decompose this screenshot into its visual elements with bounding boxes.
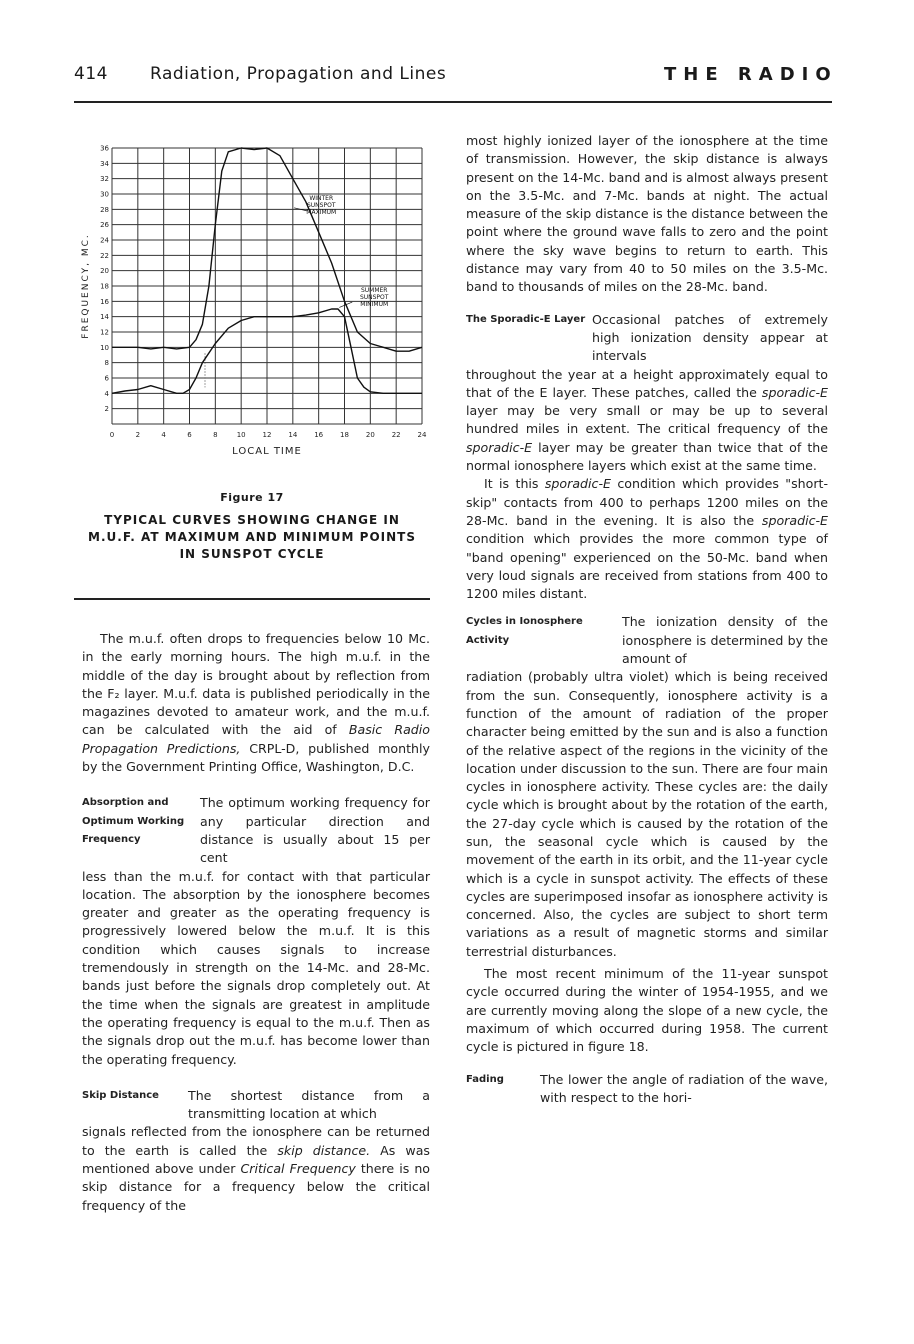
muf-paragraph: The m.u.f. often drops to frequencies below 10 Mc. in the early morning hours. The high m.u.f. in the middle of the day is brought about by reflection from the F₂ layer. M.u.f. data is published periodically in the magazines devoted to amateur work, and the m.u.f. can be calculated with the aid of Basic Radio Propagation Predictions, CRPL-D, published monthly by the Government Printing Office, Washington, D.C. xyxy=(82,631,430,775)
summer-minimum-annotation: SUNSPOT xyxy=(359,294,389,302)
x-tick-label: 10 xyxy=(236,431,246,439)
y-tick-label: 10 xyxy=(100,343,109,352)
sporadic-heading: The Sporadic-E Layer xyxy=(466,313,586,325)
fading-intro: The lower the angle of radiation of the wave, with respect to the hori- xyxy=(540,1071,828,1105)
cycles-intro: The ionization density of the ionosphere is determined by the amount of xyxy=(622,614,828,667)
left-column xyxy=(82,630,430,1215)
x-tick-label: 12 xyxy=(262,431,272,439)
sporadic-body: throughout the year at a height approximately equal to that of the E layer. These patches, called the sporadic-E layer may be very small or may be up to several hundred miles in extent. The critical frequency of the sporadic-E layer may be greater than twice that of the normal ionosphere layers which exist at the same time. xyxy=(466,366,828,474)
y-tick-label: 8 xyxy=(104,359,109,368)
figure-rule xyxy=(74,598,430,600)
y-tick-label: 4 xyxy=(104,389,109,398)
skip-body: signals reflected from the ionosphere can be returned to the earth is called the skip distance. As was mentioned above under Critical Frequency there is no skip distance for a frequency below the critical frequency of the xyxy=(82,1124,431,1213)
y-tick-label: 14 xyxy=(100,313,109,322)
running-title: Radiation, Propagation and Lines xyxy=(150,64,447,84)
y-tick-label: 34 xyxy=(100,159,109,168)
y-tick-label: 12 xyxy=(100,328,109,337)
sunspot-paragraph: The most recent minimum of the 11-year sunspot cycle occurred during the winter of 1954-1955, and we are currently moving along the slope of a new cycle, the maximum of which occurred during 1958. The current cycle is pictured in figure 18. xyxy=(466,966,828,1055)
y-tick-label: 22 xyxy=(100,251,109,260)
short-skip-paragraph: It is this sporadic-E condition which provides "short-skip" contacts from 400 to perhaps 1200 miles on the 28-Mc. band in the evening. It is also the sporadic-E condition which provides the more common type of "band opening" experienced on the 50-Mc. band when very loud signals are received from stations from 400 to 1200 miles distant. xyxy=(466,476,828,602)
winter-maximum-annotation: SUNSPOT xyxy=(306,202,336,210)
header-rule xyxy=(74,101,832,103)
summer-minimum-annotation: MINIMUM xyxy=(360,301,389,309)
page-number: 414 xyxy=(74,64,108,84)
y-tick-label: 6 xyxy=(104,374,109,383)
book-title: THE RADIO xyxy=(664,64,838,85)
y-tick-label: 16 xyxy=(100,297,109,306)
cycles-heading: Cycles in Ionosphere Activity xyxy=(466,616,583,646)
x-tick-label: 0 xyxy=(109,431,115,439)
x-tick-label: 18 xyxy=(340,431,349,439)
x-tick-label: 4 xyxy=(161,431,166,439)
y-tick-label: 30 xyxy=(100,190,109,199)
absorption-intro: The optimum working frequency for any particular direction and distance is usually about 15 per cent xyxy=(200,795,430,866)
x-tick-label: 2 xyxy=(135,431,141,439)
cycles-section xyxy=(466,613,828,668)
skip-continued: most highly ionized layer of the ionosphere at the time of transmission. However, the skip distance is always present on the 14-Mc. band and is almost always present on the 3.5-Mc. and 7-Mc. bands at night. The actual measure of the skip distance is the distance between the point where the ground wave falls to zero and the point where the sky wave begins to return to earth. This distance may vary from 40 to 50 miles on the 3.5-Mc. band to thousands of miles on the 28-Mc. band. xyxy=(466,133,828,295)
x-tick-label: 8 xyxy=(213,431,218,439)
x-tick-label: 16 xyxy=(314,431,324,439)
winter-maximum-annotation: WINTER xyxy=(309,195,334,203)
y-tick-label: 20 xyxy=(100,267,109,276)
x-tick-label: 22 xyxy=(391,431,401,439)
skip-section xyxy=(82,1087,430,1124)
cycles-body: radiation (probably ultra violet) which is being received from the sun. Consequently, ionosphere activity is a function of the amount of radiation of the proper character being emitted by the sun and is also a function of the relative aspect of the regions in the vicinity of the location under discussion to the sun. There are four main cycles in ionosphere activity. These cycles are: the daily cycle which is brought about by the rotation of the earth, the 27-day cycle which is caused by the rotation of the sun, the seasonal cycle which is caused by the movement of the earth in its orbit, and the 11-year cycle which is a cycle in sunspot activity. The effects of these cycles are superimposed insofar as ionosphere activity is concerned. Also, the cycles are subject to short term variations as a result of magnetic storms and similar terrestrial disturbances. xyxy=(466,669,828,959)
figure-label: Figure 17 xyxy=(220,491,284,504)
muf-chart xyxy=(72,138,432,478)
skip-heading: Skip Distance xyxy=(82,1089,159,1101)
y-tick-label: 24 xyxy=(100,236,109,245)
absorption-body: less than the m.u.f. for contact with that particular location. The absorption by the ionosphere becomes greater and greater as the operating frequency is progressively lowered below the m.u.f. It is this condition which causes signals to increase tremendously in strength on the 14-Mc. and 28-Mc. bands just before the signals drop completely out. At the time when the signals are greatest in amplitude the operating frequency is equal to the m.u.f. Then as the signals drop out the m.u.f. has become lower than the operating frequency. xyxy=(82,868,430,1067)
fading-section xyxy=(466,1071,828,1108)
sporadic-intro: Occasional patches of extremely high ionization density appear at intervals xyxy=(592,311,828,364)
y-tick-label: 36 xyxy=(100,144,109,153)
x-tick-label: 20 xyxy=(365,431,375,439)
y-tick-label: 28 xyxy=(100,205,109,214)
y-tick-label: 18 xyxy=(100,282,109,291)
winter-maximum-annotation: MAXIMUM xyxy=(306,209,337,217)
right-column xyxy=(466,132,828,1107)
y-tick-label: 32 xyxy=(100,175,109,184)
x-axis-label: LOCAL TIME xyxy=(232,446,302,457)
skip-intro: The shortest distance from a transmitting location at which xyxy=(188,1087,430,1122)
y-tick-label: 2 xyxy=(104,405,109,414)
y-axis-label: FREQUENCY, MC. xyxy=(81,233,91,339)
absorption-section xyxy=(82,794,430,867)
x-tick-label: 6 xyxy=(187,431,192,439)
x-tick-label: 14 xyxy=(288,431,298,439)
absorption-heading: Absorption and Optimum Working Frequency xyxy=(82,797,185,845)
sporadic-section xyxy=(466,311,828,366)
x-tick-label: 24 xyxy=(417,431,427,439)
fading-heading: Fading xyxy=(466,1073,504,1085)
summer-minimum-annotation: SUMMER xyxy=(360,287,388,295)
y-tick-label: 26 xyxy=(100,221,109,230)
figure-caption: TYPICAL CURVES SHOWING CHANGE IN M.U.F. AT MAXIMUM AND MINIMUM POINTS IN SUNSPOT CYCLE xyxy=(88,513,416,561)
